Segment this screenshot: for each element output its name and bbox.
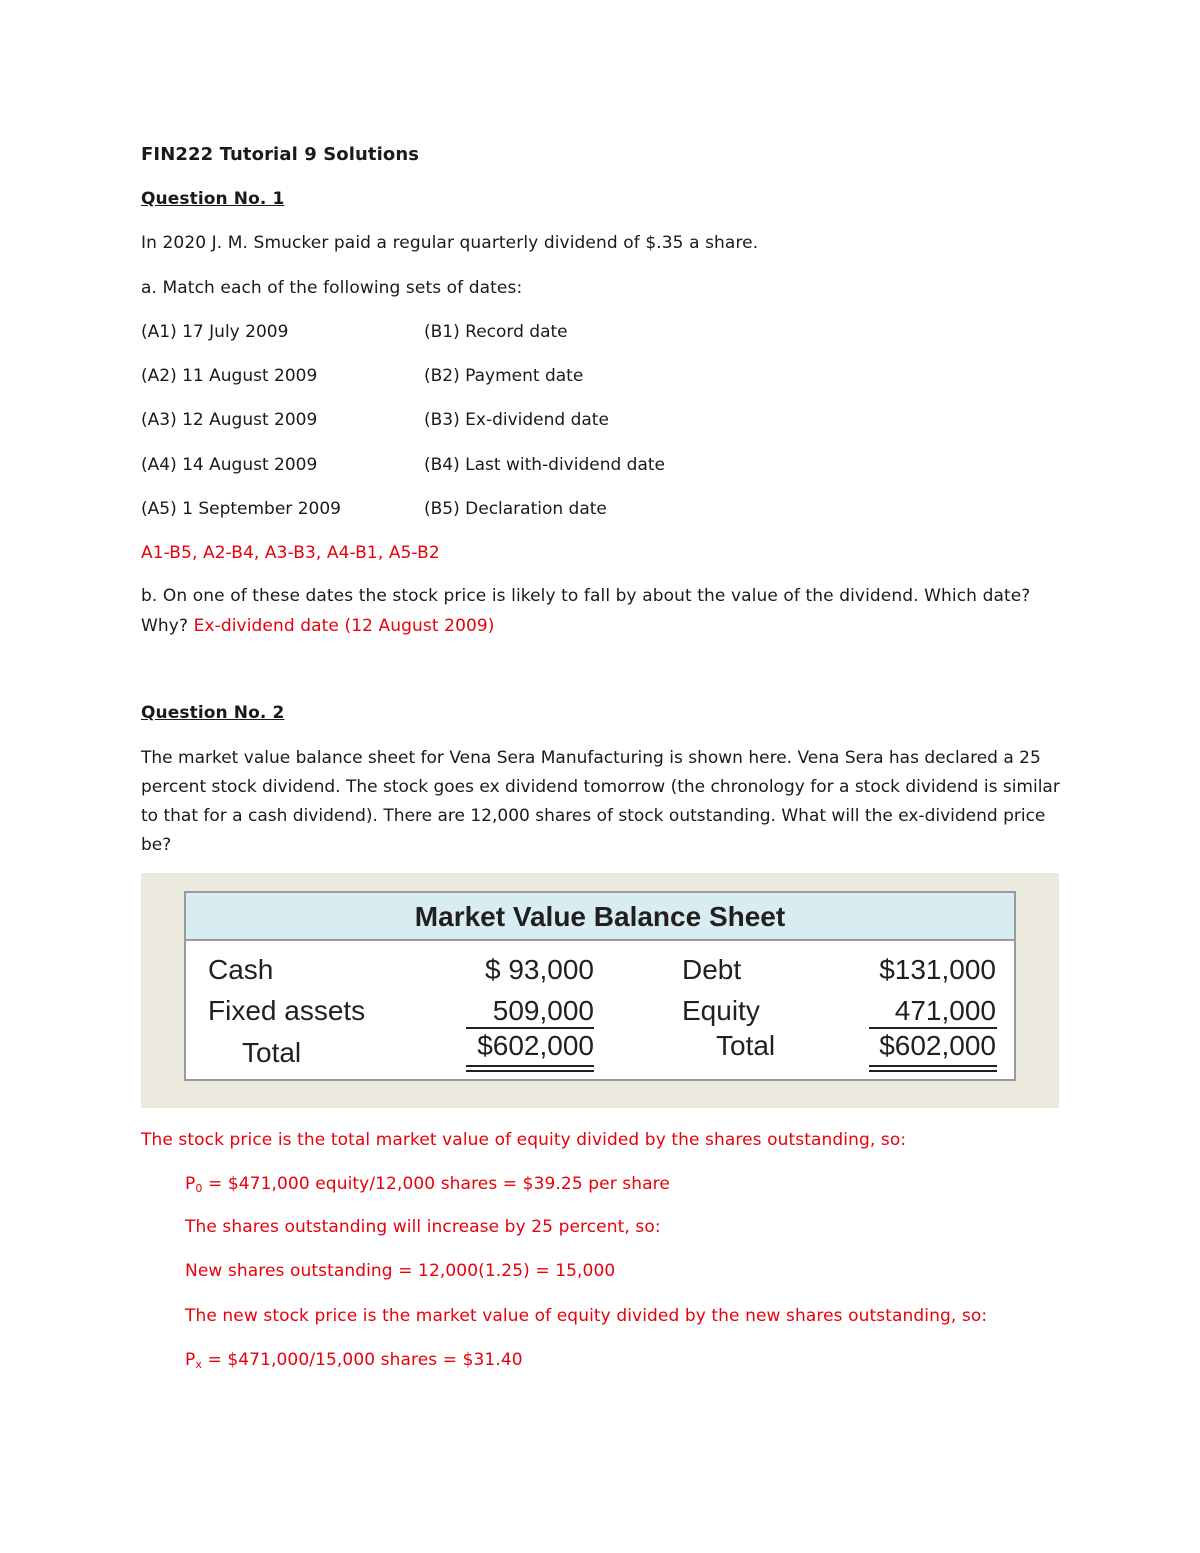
date-a2: (A2) 11 August 2009 xyxy=(141,366,318,386)
date-pair-row xyxy=(141,410,941,430)
cash-value: $ 93,000 xyxy=(485,954,594,985)
cash-label: Cash xyxy=(208,954,274,985)
double-rule-right-1 xyxy=(869,1065,997,1067)
double-rule-left-1 xyxy=(466,1065,594,1067)
double-rule-right-2 xyxy=(869,1070,997,1072)
solution-shares-increase: The shares outstanding will increase by 25 percent, so: xyxy=(185,1217,661,1237)
fixed-assets-label: Fixed assets xyxy=(208,995,366,1026)
date-pair-row xyxy=(141,322,941,342)
question-2-heading: Question No. 2 xyxy=(141,703,285,723)
px-symbol: P xyxy=(185,1350,196,1370)
solution-intro: The stock price is the total market value of equity divided by the shares outstanding, so: xyxy=(141,1130,907,1150)
subtotal-rule-left xyxy=(466,1027,594,1029)
question-2-text: The market value balance sheet for Vena Sera Manufacturing is shown here. Vena Sera has declared a 25 percent stock dividend. The stock goes ex dividend tomorrow (the chronology for a stock dividend is similar to that for a cash dividend). There are 12,000 shares of stock outstanding. What will the ex-dividend price be? xyxy=(141,748,1060,855)
date-a1: (A1) 17 July 2009 xyxy=(141,322,289,342)
date-a5: (A5) 1 September 2009 xyxy=(141,499,341,519)
event-b2: (B2) Payment date xyxy=(424,366,584,386)
date-a3: (A3) 12 August 2009 xyxy=(141,410,318,430)
total-left-label: Total xyxy=(242,1037,302,1068)
p0-formula: = $471,000 equity/12,000 shares = $39.25 per share xyxy=(202,1174,670,1194)
solution-p0 xyxy=(185,1174,670,1194)
total-right-label: Total xyxy=(716,1030,776,1061)
date-pair-row xyxy=(141,455,941,475)
fixed-assets-value: 509,000 xyxy=(492,995,594,1026)
question-1-part-a: a. Match each of the following sets of dates: xyxy=(141,278,523,298)
balance-sheet-table xyxy=(184,891,1016,1081)
px-formula: = $471,000/15,000 shares = $31.40 xyxy=(201,1350,523,1370)
part-b-why: Why? xyxy=(141,616,189,636)
date-pair-row xyxy=(141,499,941,519)
equity-label: Equity xyxy=(682,995,760,1026)
question-1-heading: Question No. 1 xyxy=(141,189,285,209)
event-b5: (B5) Declaration date xyxy=(424,499,607,519)
event-b1: (B1) Record date xyxy=(424,322,568,342)
date-a4: (A4) 14 August 2009 xyxy=(141,455,318,475)
px-subscript: x xyxy=(195,1358,202,1371)
p0-symbol: P xyxy=(185,1174,196,1194)
question-1-part-b-cont xyxy=(141,616,495,636)
event-b3: (B3) Ex-dividend date xyxy=(424,410,609,430)
equity-value: 471,000 xyxy=(894,995,996,1026)
debt-value: $131,000 xyxy=(879,954,996,985)
solution-new-shares: New shares outstanding = 12,000(1.25) = 15,000 xyxy=(185,1261,616,1281)
p0-subscript: 0 xyxy=(195,1182,203,1195)
question-1-intro: In 2020 J. M. Smucker paid a regular quarterly dividend of $.35 a share. xyxy=(141,233,759,253)
solution-px xyxy=(185,1350,523,1370)
date-pair-row xyxy=(141,366,941,386)
answer-b: Ex-dividend date (12 August 2009) xyxy=(193,616,495,636)
document-title: FIN222 Tutorial 9 Solutions xyxy=(141,144,420,165)
question-1-part-b: b. On one of these dates the stock price is likely to fall by about the value of the dividend. Which date? xyxy=(141,586,1031,606)
balance-sheet-figure xyxy=(141,873,1059,1108)
subtotal-rule-right xyxy=(869,1027,997,1029)
event-b4: (B4) Last with-dividend date xyxy=(424,455,666,475)
answer-a: A1-B5, A2-B4, A3-B3, A4-B1, A5-B2 xyxy=(141,543,440,563)
total-left-value: $602,000 xyxy=(477,1030,594,1061)
balance-sheet-title: Market Value Balance Sheet xyxy=(186,893,1014,941)
total-right-value: $602,000 xyxy=(879,1030,996,1061)
solution-new-price-intro: The new stock price is the market value of equity divided by the new shares outstanding, so: xyxy=(185,1306,988,1326)
double-rule-left-2 xyxy=(466,1070,594,1072)
debt-label: Debt xyxy=(682,954,742,985)
